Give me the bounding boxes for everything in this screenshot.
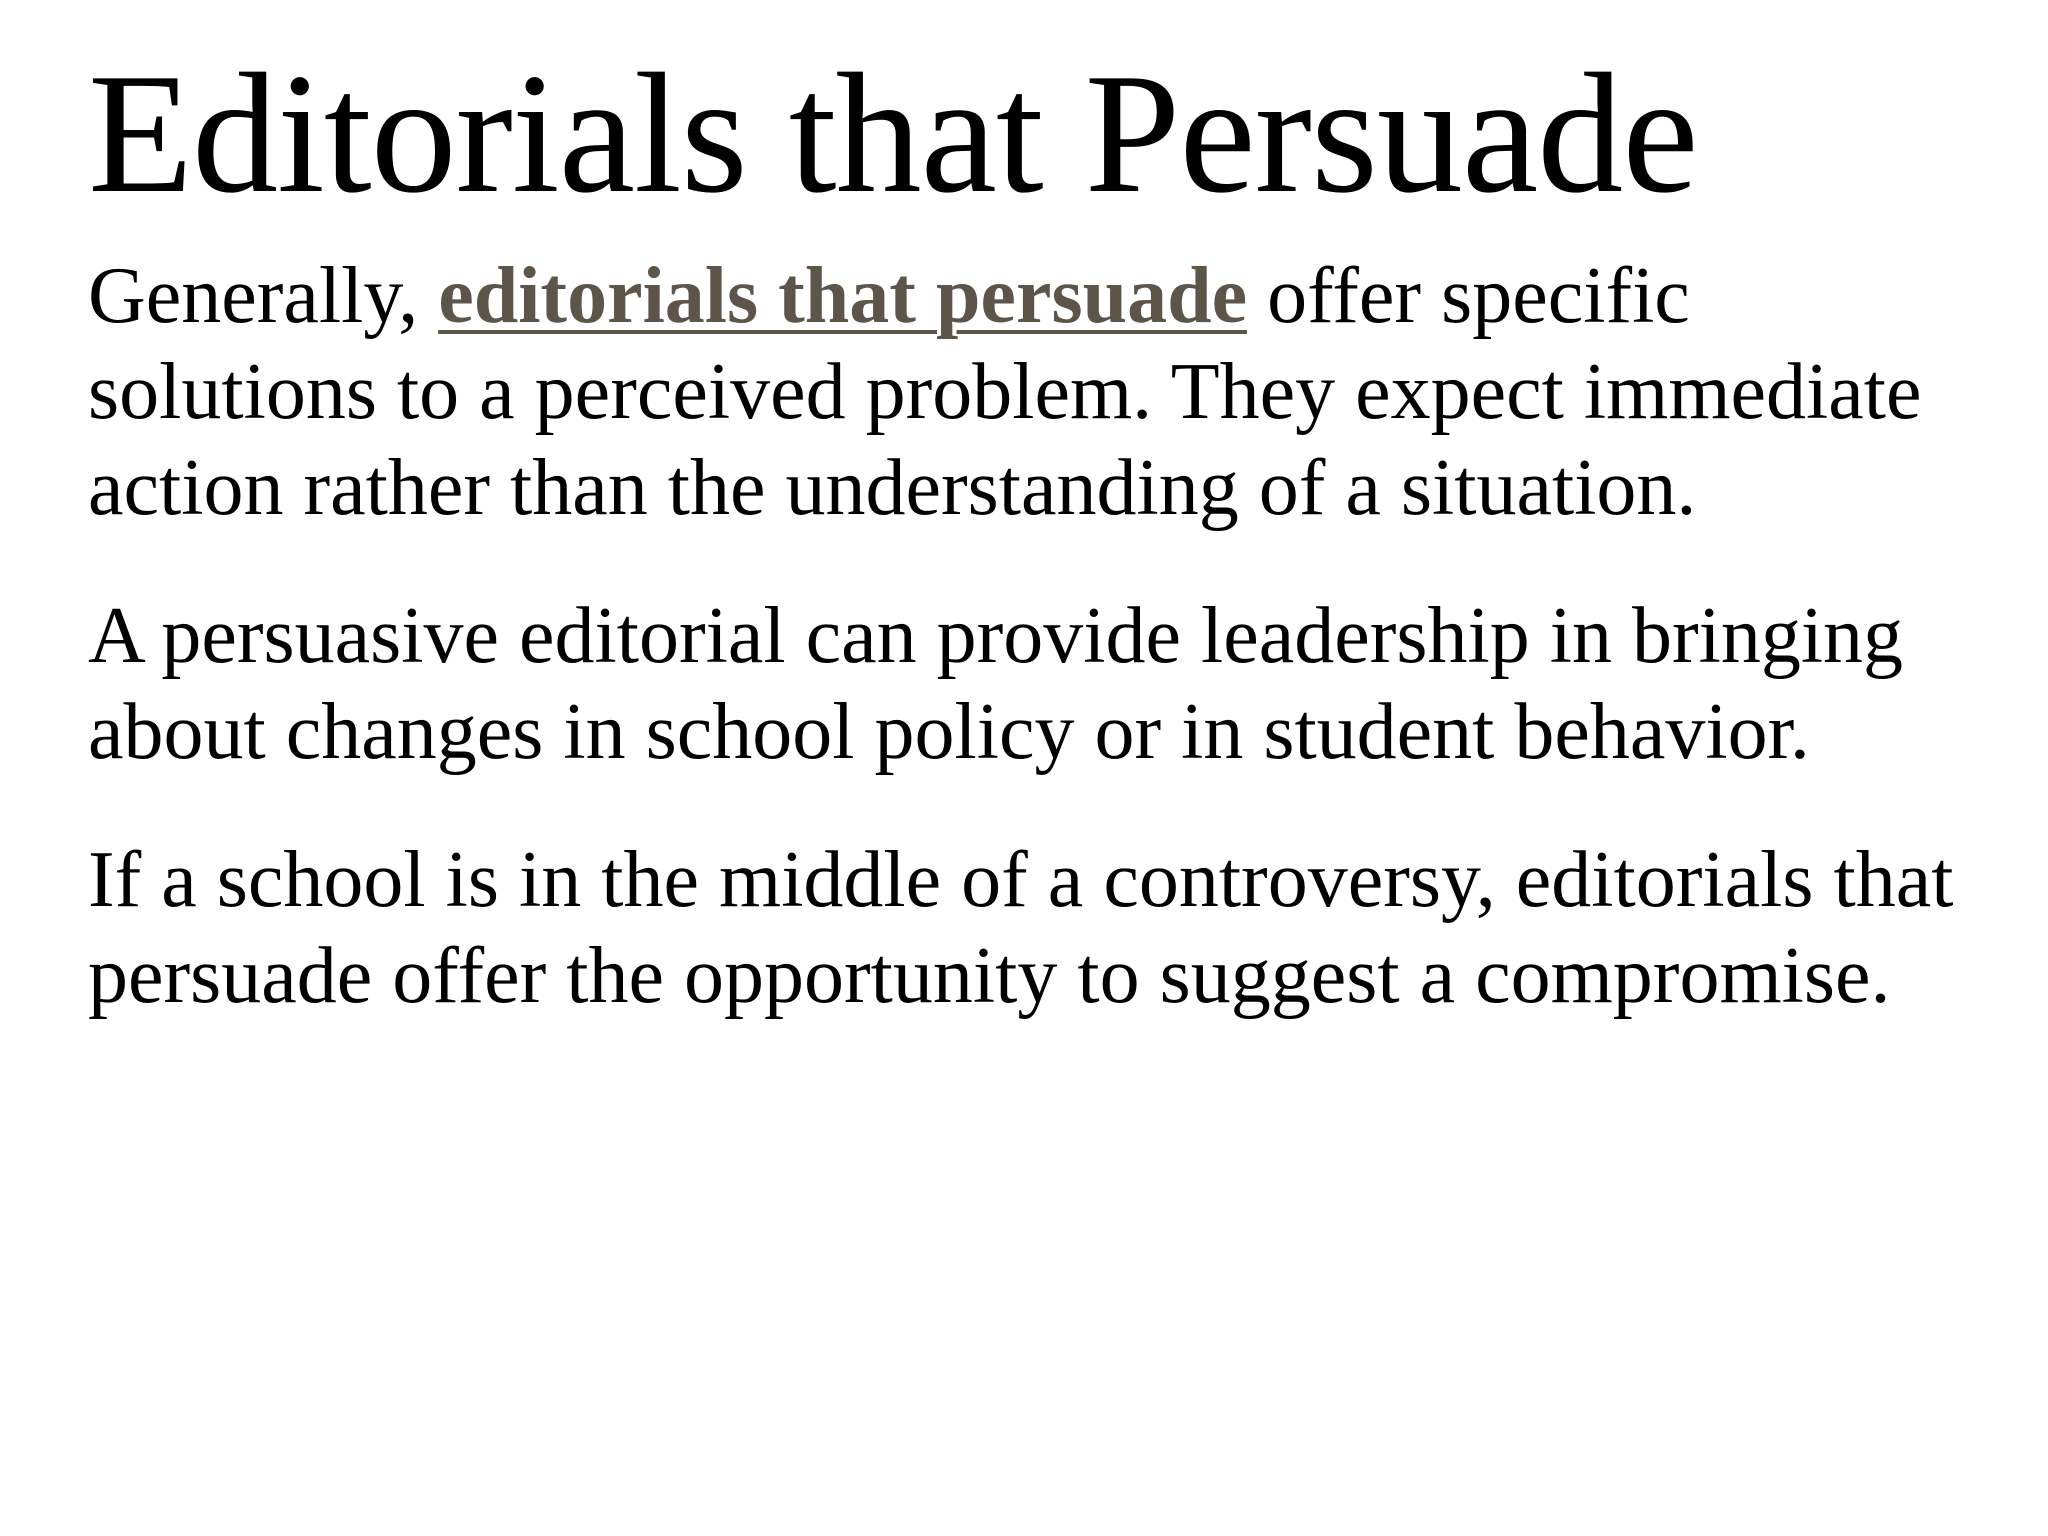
slide-body (88, 248, 1988, 1076)
paragraph-2: A persuasive editorial can provide leadership in bringing about changes in school policy or in student behavior. (88, 592, 1904, 776)
slide-title: Editorials that Persuade (88, 39, 1698, 229)
paragraph-1-lead: Generally, (88, 252, 439, 340)
paragraph-3: If a school is in the middle of a controversy, editorials that persuade offer the opportunity to suggest a compromise. (88, 836, 1954, 1020)
paragraph-1-rest: offer specific solutions to a perceived problem. They expect immediate action rather than the understanding of a situation. (88, 252, 1922, 532)
editorials-that-persuade-link[interactable]: editorials that persuade (438, 252, 1248, 340)
paragraph-1 (88, 248, 1988, 536)
